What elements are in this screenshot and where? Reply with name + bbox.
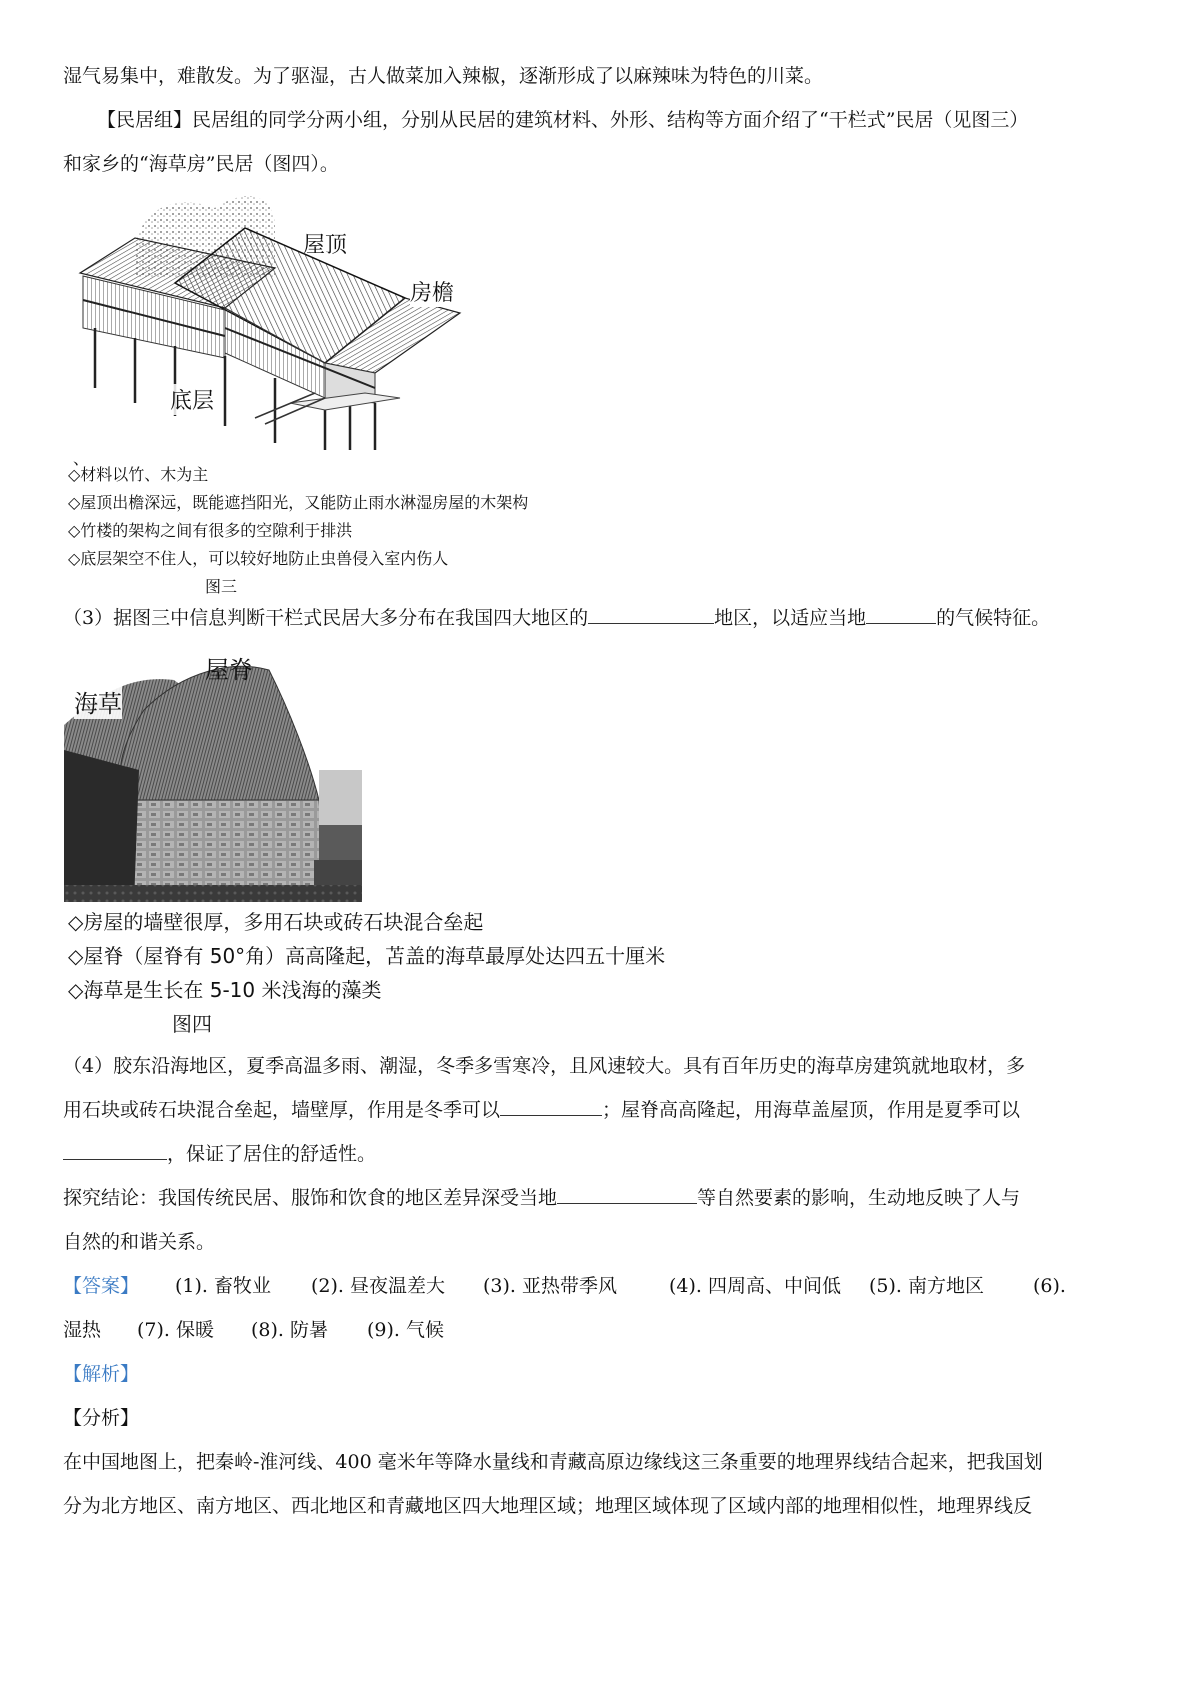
figure3-note: ◇材料以竹、木为主 <box>68 465 209 484</box>
figure4-seaweed-house-image <box>64 650 362 902</box>
label-roof: 屋顶 <box>303 233 348 258</box>
answer-item: (9). 气候 <box>367 1319 444 1341</box>
label-ridge: 屋脊 <box>205 656 253 684</box>
answer-blank[interactable] <box>63 1141 167 1160</box>
figure3-note: ◇底层架空不住人，可以较好地防止虫兽侵入室内伤人 <box>68 549 449 568</box>
answer-blank[interactable] <box>500 1097 602 1116</box>
answer-item: (5). 南方地区 <box>869 1275 984 1297</box>
label-seaweed: 海草 <box>74 684 122 719</box>
figure3-note: ◇竹楼的架构之间有很多的空隙利于排洪 <box>68 521 353 540</box>
question-4-line: （4）胶东沿海地区，夏季高温多雨、潮湿，冬季多雪寒冷，且风速较大。具有百年历史的海草房建筑就地取材，多 <box>63 1055 1026 1077</box>
figure3-note: ◇屋顶出檐深远，既能遮挡阳光，又能防止雨水淋湿房屋的木架构 <box>68 493 529 512</box>
paragraph-text: 和家乡的“海草房”民居（图四）。 <box>63 153 339 175</box>
label-eave: 房檐 <box>410 276 454 307</box>
answer-item: (4). 四周高、中间低 <box>669 1275 841 1297</box>
answer-item: 湿热 <box>63 1319 102 1341</box>
question-3: （3）据图三中信息判断干栏式民居大多分布在我国四大地区的 地区，以适应当地 的气候特征。 <box>63 607 1051 629</box>
paragraph-text: 【民居组】民居组的同学分两小组，分别从民居的建筑材料、外形、结构等方面介绍了“干栏式”民居（见图三） <box>97 109 1029 131</box>
answer-line <box>63 1272 1143 1300</box>
paragraph-text: 湿气易集中，难散发。为了驱湿，古人做菜加入辣椒，逐渐形成了以麻辣味为特色的川菜。 <box>63 65 824 87</box>
question-4-line: 用石块或砖石块混合垒起，墙壁厚，作用是冬季可以 ；屋脊高高隆起，用海草盖屋顶，作用是夏季可以 <box>63 1099 1021 1121</box>
figure4-caption: 图四 <box>172 1012 212 1036</box>
answer-item: (2). 昼夜温差大 <box>311 1275 445 1297</box>
figure4-note: ◇海草是生长在 5-10 米浅海的藻类 <box>68 978 382 1002</box>
answer-blank[interactable] <box>557 1185 697 1204</box>
decorative-mark: 、 <box>73 449 90 468</box>
answer-tag: 【答案】 <box>63 1275 140 1297</box>
answer-blank[interactable] <box>588 605 714 624</box>
answer-item: (8). 防暑 <box>251 1319 328 1341</box>
answer-blank[interactable] <box>866 605 936 624</box>
answer-item: (1). 畜牧业 <box>175 1275 271 1297</box>
label-base: 底层 <box>170 384 214 415</box>
answer-item: (3). 亚热带季风 <box>483 1275 617 1297</box>
analysis-text: 在中国地图上，把秦岭-淮河线、400 毫米年等降水量线和青藏高原边缘线这三条重要的地理界线结合起来，把我国划 <box>63 1451 1043 1473</box>
conclusion-line: 自然的和谐关系。 <box>63 1231 216 1253</box>
analysis-text: 分为北方地区、南方地区、西北地区和青藏地区四大地理区域；地理区域体现了区域内部的地理相似性，地理界线反 <box>63 1495 1033 1517</box>
analysis-subheading: 【分析】 <box>63 1407 140 1429</box>
conclusion-line: 探究结论：我国传统民居、服饰和饮食的地区差异深受当地 等自然要素的影响，生动地反映了人与 <box>63 1187 1021 1209</box>
figure4-note: ◇屋脊（屋脊有 50°角）高高隆起，苫盖的海草最厚处达四五十厘米 <box>68 944 666 968</box>
answer-line <box>63 1316 1143 1344</box>
figure4-note: ◇房屋的墙壁很厚，多用石块或砖石块混合垒起 <box>68 910 484 934</box>
figure3-stilt-house-image <box>75 188 470 458</box>
question-4-line: ，保证了居住的舒适性。 <box>63 1140 376 1168</box>
answer-item: (6). <box>1033 1275 1066 1297</box>
figure3-caption: 图三 <box>205 577 238 596</box>
analysis-tag: 【解析】 <box>63 1363 140 1385</box>
stilt-house-drawing <box>75 188 470 458</box>
answer-item: (7). 保暖 <box>137 1319 214 1341</box>
